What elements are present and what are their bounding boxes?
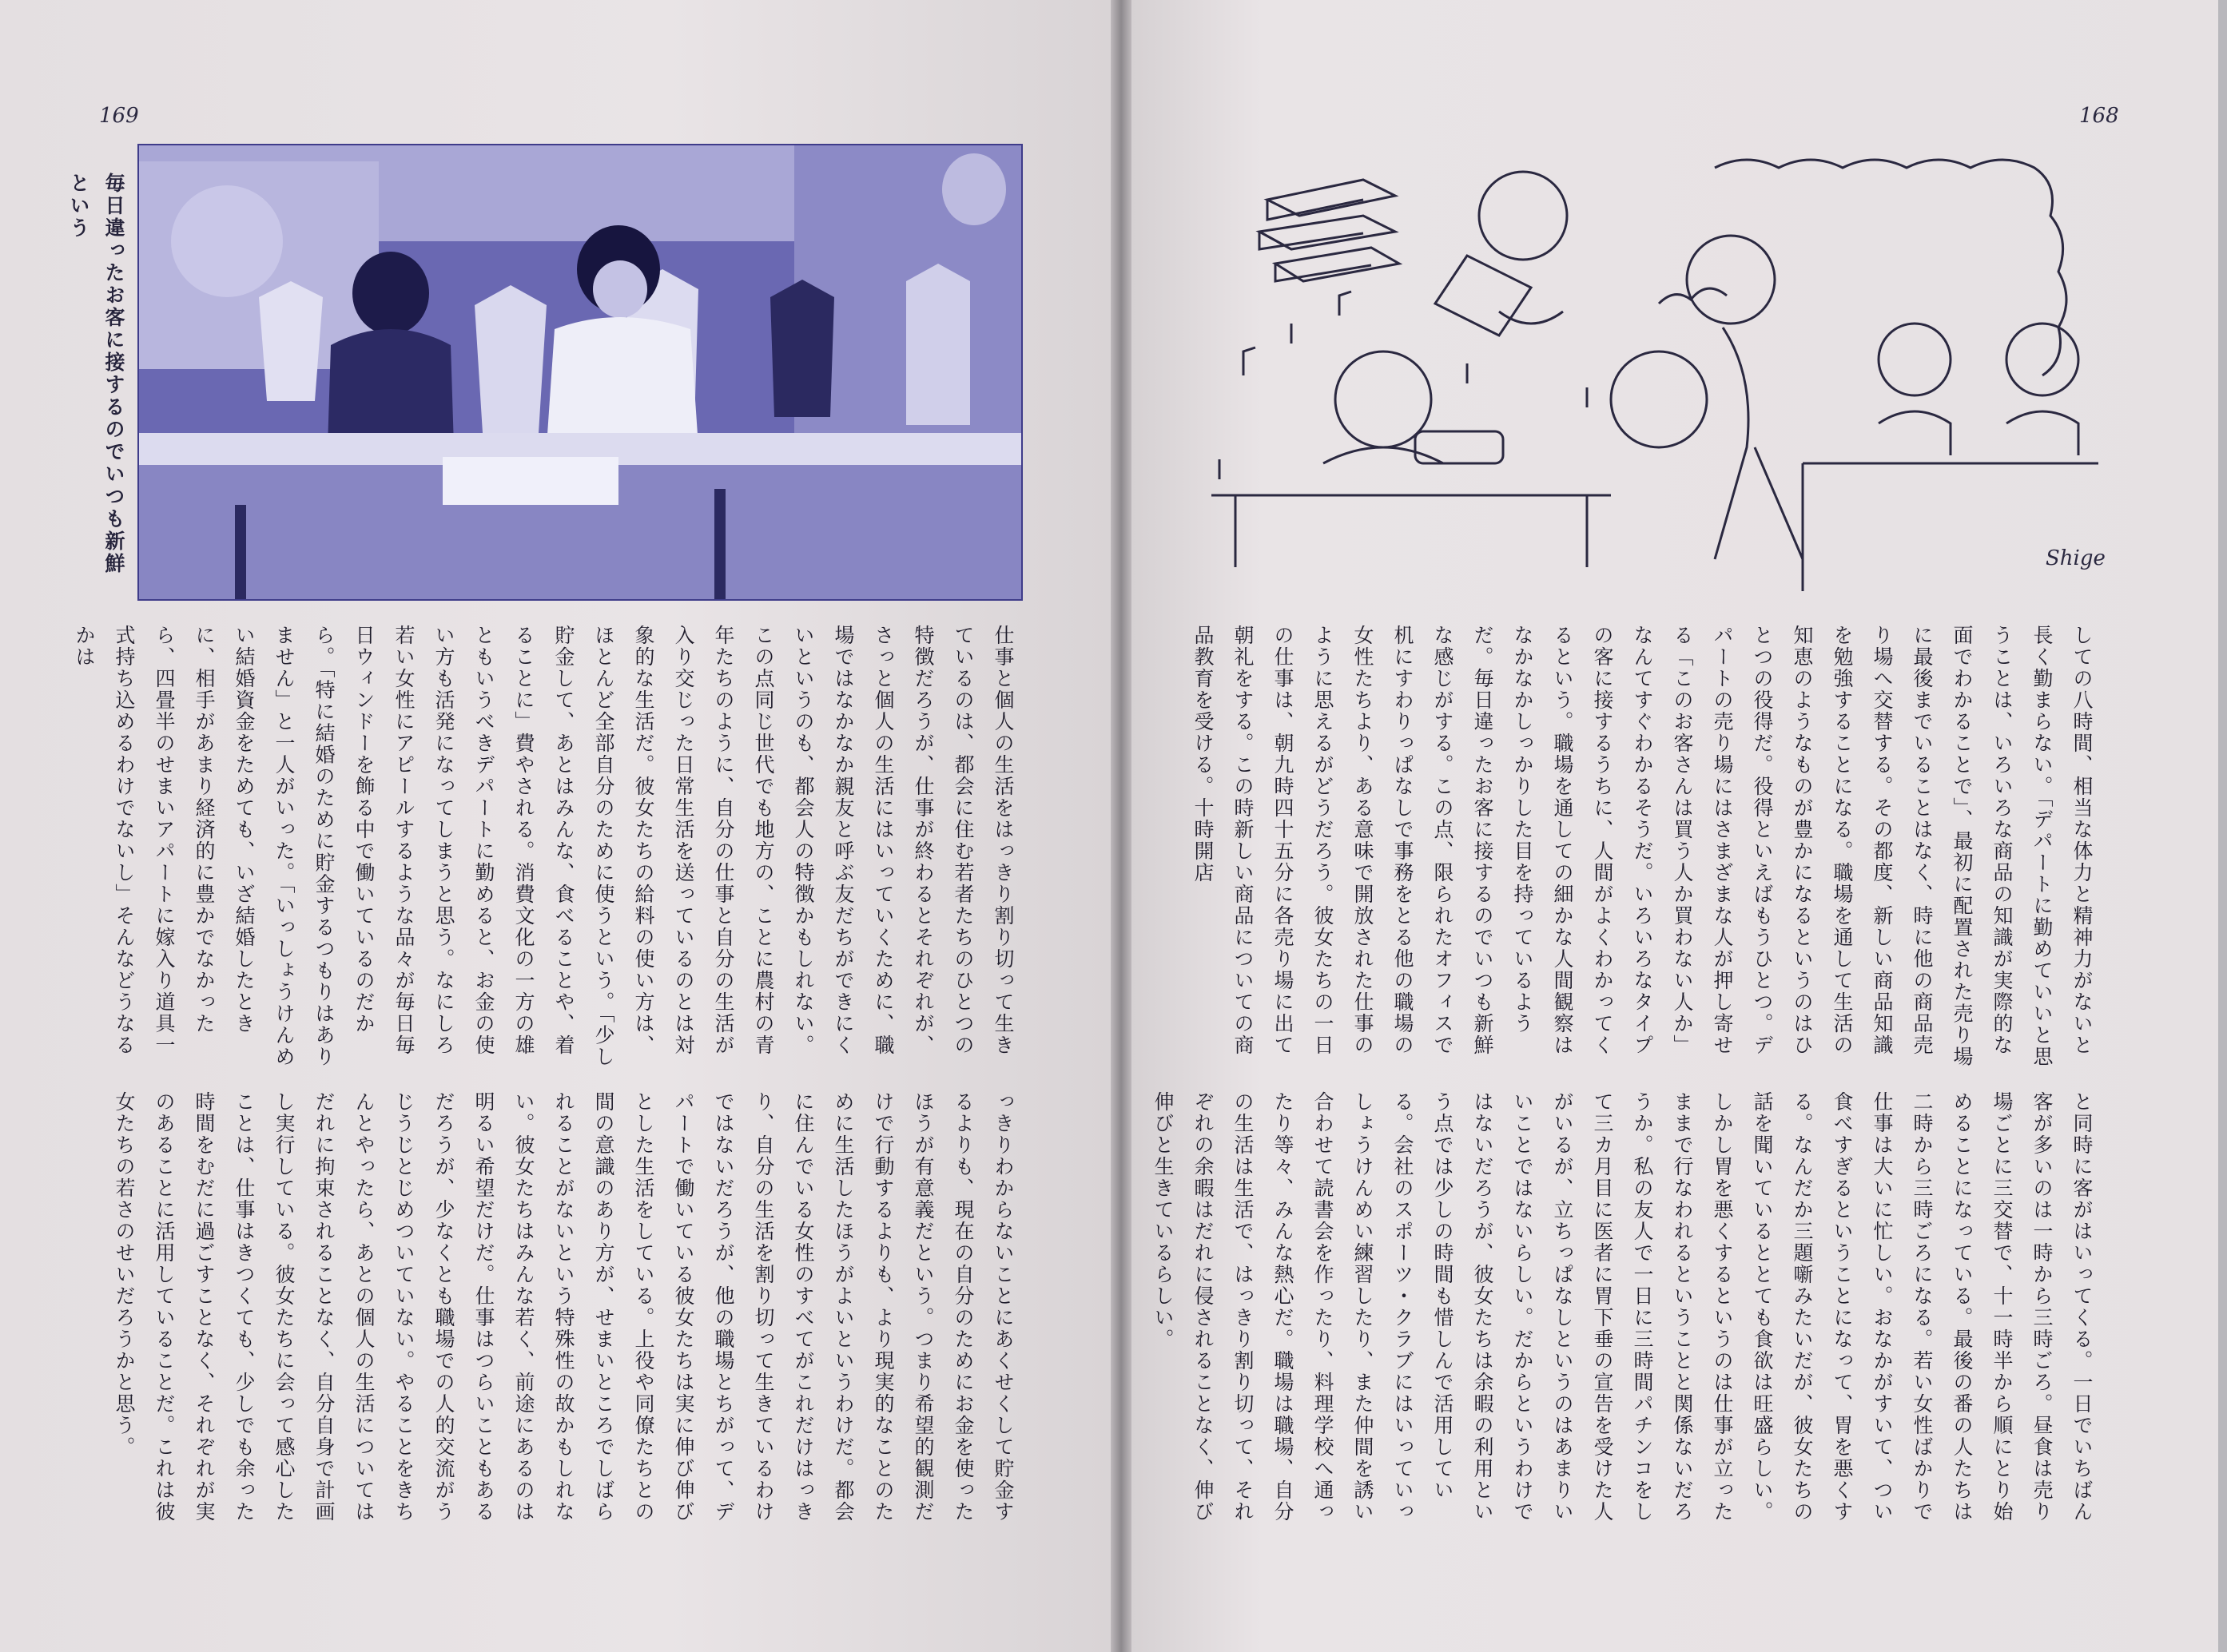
cartoon-drawing <box>1211 144 2098 591</box>
left-upper-text <box>73 625 1023 1077</box>
right-upper-text <box>1191 625 2102 1077</box>
page-number-right: 168 <box>2079 104 2119 128</box>
cartoon-illustration <box>1211 144 2098 591</box>
store-photo <box>137 144 1023 601</box>
right-upper-paragraph: しての八時間、相当な体力と精神力がないと長く勤まらない。「デパートに勤めていいと思うことは、いろいろな商品の知識が実際的な面でわかることで」、最初に配置された売り場に最後までいることはなく、時に他の商品売り場へ交替する。その都度、新しい商品知識を勉強することになる。職場を通して生活の知恵のようなものが豊かになるというのはひとつの役得だ。役得といえばもうひとつ。デパートの売り場にはさまざまな人が押し寄せる「このお客さんは買う人か買わない人か」なんてすぐわかるそうだ。いろいろなタイプの客に接するうちに、人間がよくわかってくるという。職場を通しての細かな人間観察はなかなかしっかりした目を持っているようだ。毎日違ったお客に接するのでいつも新鮮な感じがする。この点、限られたオフィスで机にすわりっぱなしで事務をとる他の職場の女性たちより、ある意味で開放された仕事のように思えるがどうだろう。彼女たちの一日の仕事は、朝九時四十五分に各売り場に出て朝礼をする。この時新しい商品についての商品教育を受ける。十時開店 <box>1191 625 2094 1068</box>
book-gutter <box>1111 0 1131 1652</box>
left-upper-paragraph: 仕事と個人の生活をはっきり割り切って生きているのは、都会に住む若者たちのひとつの特徴だろうが、仕事が終わるとそれぞれが、さっと個人の生活にはいっていくために、職場ではなかなか親友と呼ぶ友だちができにくいというのも、都会人の特徴かもしれない。この点同じ世代でも地方の、ことに農村の青年たちのように、自分の仕事と自分の生活が入り交じった日常生活を送っているのとは対象的な生活だ。彼女たちの給料の使い方は、ほとんど全部自分のために使うという。「少し貯金して、あとはみんな、食べることや、着ることに」費やされる。消費文化の一方の雄ともいうべきデパートに勤めると、お金の使い方も活発になってしまうと思う。なにしろ若い女性にアピールするような品々が毎日毎日ウィンドーを飾る中で働いているのだから。「特に結婚のために貯金するつもりはありません」と一人がいった。「いっしょうけんめい結婚資金をためても、いざ結婚したときに、相手があまり経済的に豊かでなかったら、四畳半のせまいアパートに嫁入り道具一式持ち込めるわけでないし」そんなどうなるかは <box>73 625 1015 1068</box>
left-page <box>0 0 1111 1652</box>
right-lower-paragraph: と同時に客がはいってくる。一日でいちばん客が多いのは一時から三時ごろ。昼食は売り場ごとに三交替で、十一時半から順にとり始めることになっている。最後の番の人たちは二時から三時ごろになる。若い女性ばかりで仕事は大いに忙しい。おなかがすいて、つい食べすぎるということになって、胃を悪くする。なんだか三題噺みたいだが、彼女たちの話を聞いているととても食欲は旺盛らしい。しかし胃を悪くするというのは仕事が立ったままで行なわれるということと関係ないだろうか。私の友人で一日に三時間パチンコをして三カ月目に医者に胃下垂の宣告を受けた人がいるが、立ちっぱなしというのはあまりいいことではないらしい。だからというわけではないだろうが、彼女たちは余暇の利用という点では少しの時間も惜しんで活用している。会社のスポーツ・クラブにはいっていっしょうけんめい練習したり、また仲間を誘い合わせて読書会を作ったり、料理学校へ通ったり等々、みんな熱心だ。職場は職場、自分の生活は生活で、はっきり割り切って、それぞれの余暇はだれに侵されることなく、伸び伸びと生きているらしい。 <box>1151 1091 2094 1523</box>
photo-caption: 毎日違ったお客に接するのでいつも新鮮という <box>67 173 125 575</box>
right-lower-text <box>1151 1091 2102 1535</box>
left-lower-paragraph: っきりわからないことにあくせくして貯金するよりも、現在の自分のためにお金を使ったほうが有意義だという。つまり希望的観測だけで行動するよりも、より現実的なことのために生活したほうがよいというわけだ。都会に住んでいる女性のすべてがこれだけはっきり、自分の生活を割り切って生きているわけではないだろうが、他の職場とちがって、デパートで働いている彼女たちは実に伸び伸びとした生活をしている。上役や同僚たちとの間の意識のあり方が、せまいところでしばられることがないという特殊性の故かもしれない。彼女たちはみんな若く、前途にあるのは明るい希望だけだ。仕事はつらいこともあるだろうが、少なくとも職場での人的交流がうじうじとじめついていない。やることをきちんとやったら、あとの個人の生活についてはだれに拘束されることなく、自分自身で計画し実行している。彼女たちに会って感心したことは、仕事はきつくても、少しでも余った時間をむだに過ごすことなく、それぞれが実のあることに活用していることだ。これは彼女たちの若さのせいだろうかと思う。 <box>113 1091 1015 1523</box>
left-lower-text <box>113 1091 1023 1535</box>
page-number-left: 169 <box>99 104 139 128</box>
illustration-signature: Shige <box>2046 546 2106 570</box>
store-photo-image <box>139 145 1021 599</box>
